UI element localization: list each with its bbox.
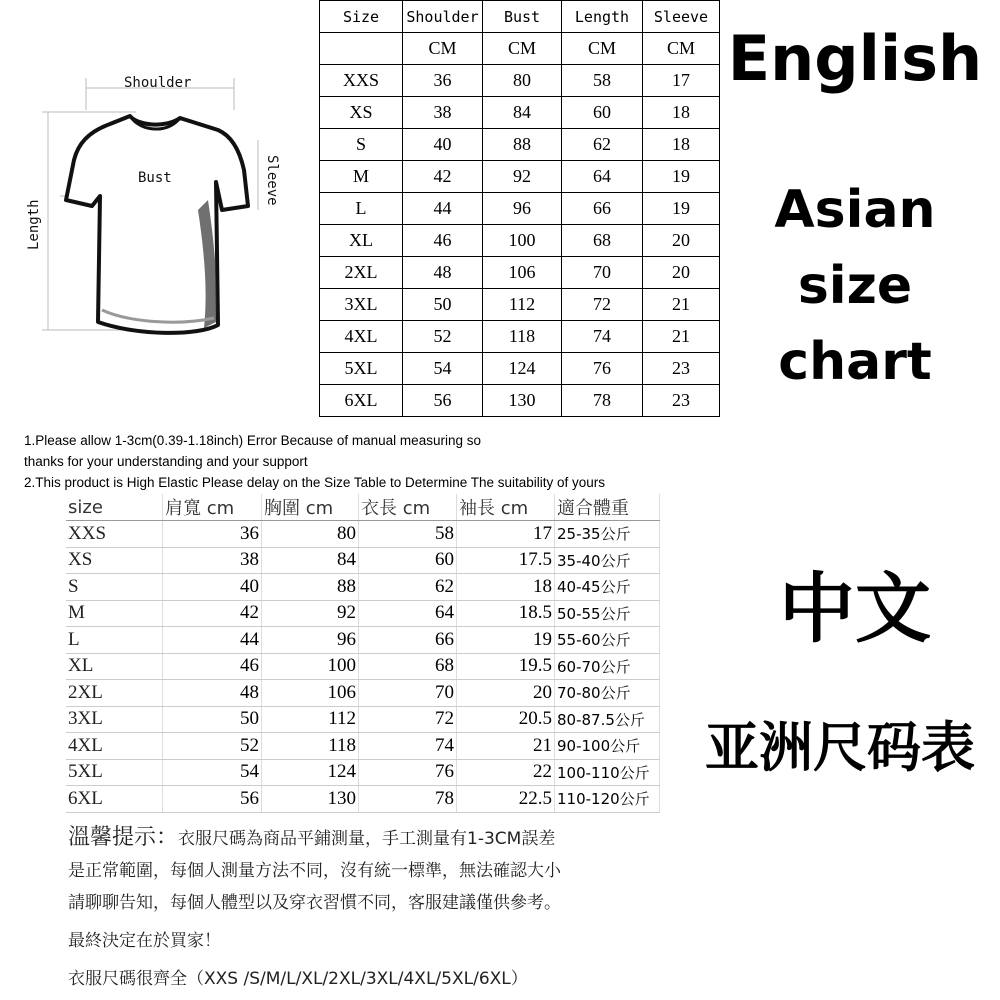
- table-row: [320, 321, 720, 353]
- size-cell: 3XL: [320, 289, 403, 321]
- measurement-cell: 84: [262, 547, 359, 574]
- measurement-cell: 38: [403, 97, 483, 129]
- measurement-cell: 88: [483, 129, 562, 161]
- size-cell: 3XL: [66, 706, 163, 733]
- measurement-cell: 20: [643, 225, 720, 257]
- measurement-cell: 72: [562, 289, 643, 321]
- measurement-cell: 17: [643, 65, 720, 97]
- size-cell: L: [66, 627, 163, 654]
- size-cell: 4XL: [66, 733, 163, 760]
- weight-cell: 60-70公斤: [555, 653, 660, 680]
- measurement-cell: 62: [359, 574, 457, 601]
- weight-cell: 110-120公斤: [555, 786, 660, 813]
- measurement-cell: 62: [562, 129, 643, 161]
- measurement-cell: 74: [562, 321, 643, 353]
- table-row: [66, 786, 660, 813]
- measurement-cell: 17.5: [457, 547, 555, 574]
- measurement-cell: 58: [562, 65, 643, 97]
- measurement-cell: 44: [403, 193, 483, 225]
- table-row: [66, 759, 660, 786]
- table-row: [66, 706, 660, 733]
- measurement-cell: 92: [262, 600, 359, 627]
- measurement-cell: 54: [403, 353, 483, 385]
- note-line: 是正常範圍，每個人測量方法不同，沒有統一標準，無法確認大小: [68, 861, 561, 881]
- measurement-cell: 48: [403, 257, 483, 289]
- note-line: 請聊聊告知，每個人體型以及穿衣習慣不同，客服建議僅供參考。: [68, 893, 561, 913]
- size-cell: 4XL: [320, 321, 403, 353]
- measurement-cell: 44: [163, 627, 262, 654]
- size-cell: S: [66, 574, 163, 601]
- measurement-cell: 19: [643, 161, 720, 193]
- measurement-cell: 18: [457, 574, 555, 601]
- measurement-cell: 58: [359, 521, 457, 548]
- measurement-cell: 66: [359, 627, 457, 654]
- measurement-cell: 20: [643, 257, 720, 289]
- english-size-table: [319, 0, 720, 417]
- measurement-cell: 21: [643, 289, 720, 321]
- unit-cell: CM: [643, 33, 720, 65]
- tshirt-outline-icon: [18, 60, 318, 360]
- weight-cell: 40-45公斤: [555, 574, 660, 601]
- size-cell: S: [320, 129, 403, 161]
- measurement-cell: 68: [359, 653, 457, 680]
- measurement-cell: 118: [262, 733, 359, 760]
- unit-cell: CM: [562, 33, 643, 65]
- weight-cell: 55-60公斤: [555, 627, 660, 654]
- measurement-cell: 130: [483, 385, 562, 417]
- measurement-cell: 100: [483, 225, 562, 257]
- measurement-cell: 88: [262, 574, 359, 601]
- note-line: 衣服尺碼為商品平鋪測量，手工測量有1-3CM誤差: [178, 829, 556, 849]
- table-row: [66, 600, 660, 627]
- header-cell: 袖長 cm: [457, 494, 555, 521]
- asian-title-line: size: [797, 256, 913, 316]
- weight-cell: 90-100公斤: [555, 733, 660, 760]
- measurement-cell: 80: [483, 65, 562, 97]
- measurement-cell: 19: [457, 627, 555, 654]
- measurement-cell: 36: [163, 521, 262, 548]
- measurement-cell: 124: [483, 353, 562, 385]
- measurement-cell: 19.5: [457, 653, 555, 680]
- note-line: 最終決定在於買家！: [68, 931, 221, 951]
- header-bust: Bust: [483, 1, 562, 33]
- measurement-cell: 42: [403, 161, 483, 193]
- table-row: [320, 289, 720, 321]
- asian-size-chart-title: [720, 172, 990, 400]
- header-cell: 適合體重: [555, 494, 660, 521]
- measurement-cell: 50: [403, 289, 483, 321]
- header-cell: 衣長 cm: [359, 494, 457, 521]
- measurement-cell: 52: [403, 321, 483, 353]
- measurement-cell: 106: [483, 257, 562, 289]
- measurement-cell: 56: [163, 786, 262, 813]
- measurement-cell: 68: [562, 225, 643, 257]
- weight-cell: 70-80公斤: [555, 680, 660, 707]
- measurement-cell: 76: [562, 353, 643, 385]
- size-cell: XXS: [320, 65, 403, 97]
- header-shoulder: Shoulder: [403, 1, 483, 33]
- table-header-row: [320, 1, 720, 33]
- english-title: English: [727, 22, 983, 95]
- measurement-cell: 21: [457, 733, 555, 760]
- measurement-cell: 46: [163, 653, 262, 680]
- size-cell: 5XL: [66, 759, 163, 786]
- measurement-cell: 70: [562, 257, 643, 289]
- measurement-cell: 20.5: [457, 706, 555, 733]
- shoulder-label: Shoulder: [124, 75, 192, 91]
- size-cell: L: [320, 193, 403, 225]
- bust-label: Bust: [138, 170, 172, 186]
- weight-cell: 25-35公斤: [555, 521, 660, 548]
- header-length: Length: [562, 1, 643, 33]
- measurement-cell: 20: [457, 680, 555, 707]
- size-cell: XS: [66, 547, 163, 574]
- measurement-cell: 124: [262, 759, 359, 786]
- measurement-cell: 74: [359, 733, 457, 760]
- measurement-notes: [24, 430, 664, 493]
- weight-cell: 50-55公斤: [555, 600, 660, 627]
- measurement-cell: 22.5: [457, 786, 555, 813]
- table-header-row: [66, 494, 660, 521]
- measurement-cell: 46: [403, 225, 483, 257]
- sleeve-label: Sleeve: [264, 155, 280, 206]
- measurement-cell: 112: [483, 289, 562, 321]
- measurement-cell: 40: [163, 574, 262, 601]
- header-cell: size: [66, 494, 163, 521]
- header-cell: 肩寬 cm: [163, 494, 262, 521]
- measurement-cell: 78: [359, 786, 457, 813]
- measurement-cell: 92: [483, 161, 562, 193]
- table-row: [66, 547, 660, 574]
- size-cell: 6XL: [66, 786, 163, 813]
- measurement-cell: 100: [262, 653, 359, 680]
- measurement-cell: 18: [643, 97, 720, 129]
- asian-title-line: Asian: [774, 180, 936, 240]
- measurement-cell: 21: [643, 321, 720, 353]
- measurement-cell: 38: [163, 547, 262, 574]
- measurement-cell: 54: [163, 759, 262, 786]
- table-row: [66, 521, 660, 548]
- table-row: [66, 733, 660, 760]
- measurement-cell: 18.5: [457, 600, 555, 627]
- table-row: [320, 225, 720, 257]
- measurement-cell: 42: [163, 600, 262, 627]
- measurement-cell: 56: [403, 385, 483, 417]
- measurement-cell: 23: [643, 353, 720, 385]
- measurement-cell: 70: [359, 680, 457, 707]
- header-size: Size: [320, 1, 403, 33]
- weight-cell: 100-110公斤: [555, 759, 660, 786]
- measurement-cell: 112: [262, 706, 359, 733]
- weight-cell: 80-87.5公斤: [555, 706, 660, 733]
- length-label: Length: [26, 199, 42, 250]
- measurement-cell: 118: [483, 321, 562, 353]
- unit-cell: [320, 33, 403, 65]
- measurement-cell: 48: [163, 680, 262, 707]
- asian-title-line: chart: [778, 332, 932, 392]
- table-row: [66, 653, 660, 680]
- table-row: [66, 680, 660, 707]
- size-cell: XL: [66, 653, 163, 680]
- table-row: [66, 574, 660, 601]
- warm-tip-heading: 溫馨提示：: [68, 825, 179, 850]
- table-row: [320, 65, 720, 97]
- measurement-cell: 66: [562, 193, 643, 225]
- table-row: [320, 193, 720, 225]
- measurement-cell: 50: [163, 706, 262, 733]
- note-line: 衣服尺碼很齊全（XXS /S/M/L/XL/2XL/3XL/4XL/5XL/6XL）: [68, 969, 528, 989]
- measurement-cell: 96: [483, 193, 562, 225]
- size-cell: 6XL: [320, 385, 403, 417]
- measurement-cell: 64: [359, 600, 457, 627]
- size-cell: XL: [320, 225, 403, 257]
- measurement-cell: 23: [643, 385, 720, 417]
- note-line: 1.Please allow 1-3cm(0.39-1.18inch) Error Because of manual measuring so: [24, 433, 481, 448]
- measurement-cell: 52: [163, 733, 262, 760]
- chinese-notes: [68, 822, 668, 995]
- size-cell: M: [320, 161, 403, 193]
- unit-cell: CM: [403, 33, 483, 65]
- header-sleeve: Sleeve: [643, 1, 720, 33]
- size-cell: XXS: [66, 521, 163, 548]
- note-line: thanks for your understanding and your support: [24, 454, 308, 469]
- note-line: 2.This product is High Elastic Please delay on the Size Table to Determine The suitability of yours: [24, 475, 606, 490]
- size-cell: 2XL: [320, 257, 403, 289]
- measurement-cell: 19: [643, 193, 720, 225]
- measurement-cell: 106: [262, 680, 359, 707]
- table-row: [320, 353, 720, 385]
- measurement-cell: 130: [262, 786, 359, 813]
- measurement-cell: 60: [562, 97, 643, 129]
- measurement-cell: 96: [262, 627, 359, 654]
- measurement-cell: 76: [359, 759, 457, 786]
- measurement-cell: 60: [359, 547, 457, 574]
- table-row: [320, 161, 720, 193]
- size-cell: XS: [320, 97, 403, 129]
- measurement-cell: 80: [262, 521, 359, 548]
- table-row: [320, 257, 720, 289]
- measurement-cell: 36: [403, 65, 483, 97]
- size-cell: M: [66, 600, 163, 627]
- table-units-row: [320, 33, 720, 65]
- table-row: [320, 97, 720, 129]
- asian-size-chart-zh-title: 亚洲尺码表: [705, 716, 975, 779]
- size-cell: 5XL: [320, 353, 403, 385]
- table-row: [320, 385, 720, 417]
- chinese-size-table: [66, 494, 660, 813]
- measurement-cell: 72: [359, 706, 457, 733]
- measurement-cell: 17: [457, 521, 555, 548]
- measurement-cell: 22: [457, 759, 555, 786]
- weight-cell: 35-40公斤: [555, 547, 660, 574]
- measurement-cell: 84: [483, 97, 562, 129]
- measurement-cell: 18: [643, 129, 720, 161]
- unit-cell: CM: [483, 33, 562, 65]
- table-row: [66, 627, 660, 654]
- tshirt-diagram: [18, 60, 318, 360]
- table-row: [320, 129, 720, 161]
- size-cell: 2XL: [66, 680, 163, 707]
- header-cell: 胸圍 cm: [262, 494, 359, 521]
- measurement-cell: 78: [562, 385, 643, 417]
- measurement-cell: 40: [403, 129, 483, 161]
- measurement-cell: 64: [562, 161, 643, 193]
- chinese-title: 中文: [779, 564, 931, 653]
